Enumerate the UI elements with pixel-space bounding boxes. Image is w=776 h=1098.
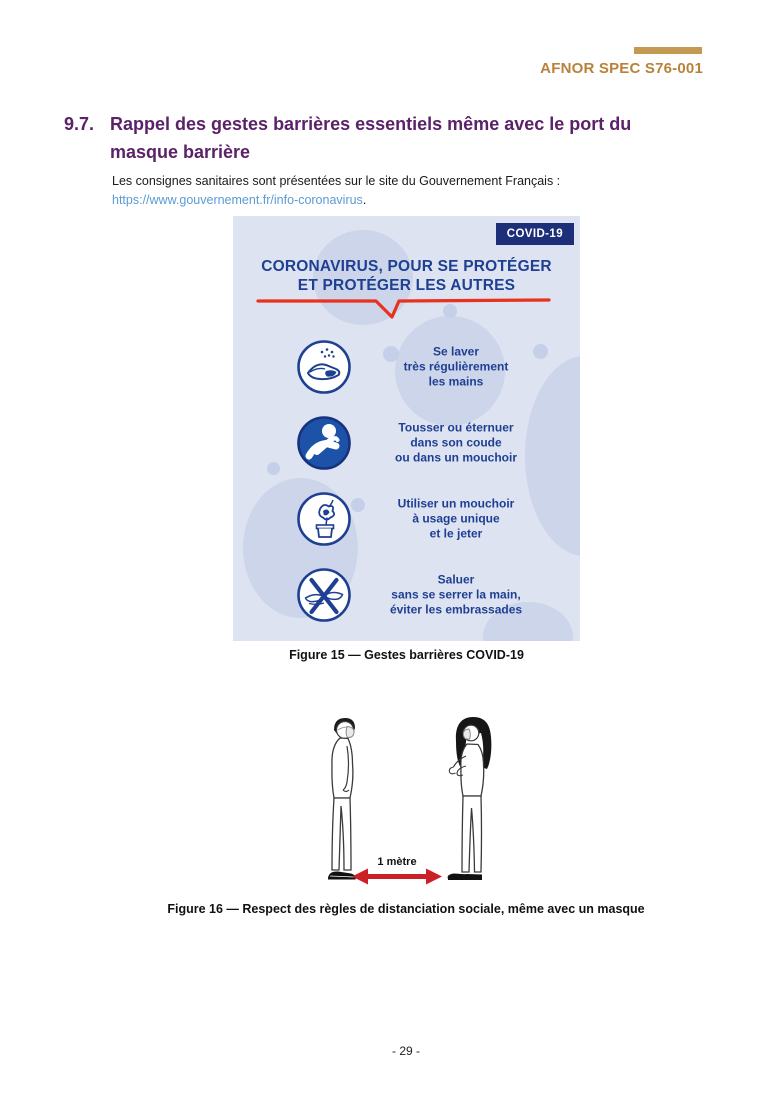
page-number: - 29 - (391, 1044, 420, 1058)
speech-pointer-line (233, 296, 580, 322)
item-line: sans se serrer la main, (391, 587, 521, 602)
spec-label: AFNOR SPEC S76-001 (540, 60, 703, 77)
item-line: les mains (428, 374, 484, 389)
no-handshake-icon (296, 567, 352, 623)
item-line: éviter les embrassades (389, 602, 523, 617)
woman-with-mask (448, 717, 492, 880)
item-line: dans son coude (410, 435, 502, 450)
section-title: Rappel des gestes barrières essentiels même avec le port du masque barrière (110, 114, 632, 162)
poster-title (233, 257, 580, 295)
poster-row-cough-elbow (233, 412, 580, 474)
cough-elbow-icon (296, 415, 352, 471)
item-line: très régulièrement (403, 359, 509, 374)
link-suffix: . (362, 193, 367, 207)
gouvernement-link[interactable]: https://www.gouvernement.fr/info-coronavirus (112, 193, 363, 207)
item-line: Se laver (432, 344, 480, 359)
body-text: Les consignes sanitaires sont présentées sur le site du Gouvernement Français : (112, 174, 561, 188)
wash-hands-icon (296, 339, 352, 395)
poster-item-text (361, 421, 551, 466)
item-line: Saluer (437, 572, 475, 587)
body-paragraph (112, 172, 712, 210)
section-heading (64, 110, 704, 166)
distance-label: 1 mètre (377, 856, 417, 868)
header-gold-bar (634, 47, 702, 54)
poster-title-line1: CORONAVIRUS, POUR SE PROTÉGER (261, 258, 552, 275)
distance-arrow (352, 869, 442, 885)
poster-item-text (361, 345, 551, 390)
covid-19-badge: COVID-19 (496, 223, 574, 245)
item-line: ou dans un mouchoir (395, 450, 517, 465)
single-use-tissue-icon (296, 491, 352, 547)
item-line: à usage unique (412, 511, 500, 526)
section-number: 9.7. (64, 114, 95, 134)
item-line: Utiliser un mouchoir (397, 496, 515, 511)
figure-15-caption: Figure 15 — Gestes barrières COVID-19 (289, 648, 524, 662)
poster-row-wash-hands (233, 336, 580, 398)
poster-item-text (361, 573, 551, 618)
poster-title-line2: ET PROTÉGER LES AUTRES (297, 277, 516, 294)
poster-row-no-handshake (233, 564, 580, 626)
item-line: Tousser ou éternuer (398, 420, 514, 435)
man-with-mask (328, 718, 356, 880)
covid-poster (233, 216, 580, 641)
distancing-illustration (288, 710, 528, 898)
poster-item-text (361, 497, 551, 542)
item-line: et le jeter (429, 526, 483, 541)
figure-16-caption: Figure 16 — Respect des règles de distanciation sociale, même avec un masque (167, 902, 645, 916)
poster-row-tissue (233, 488, 580, 550)
